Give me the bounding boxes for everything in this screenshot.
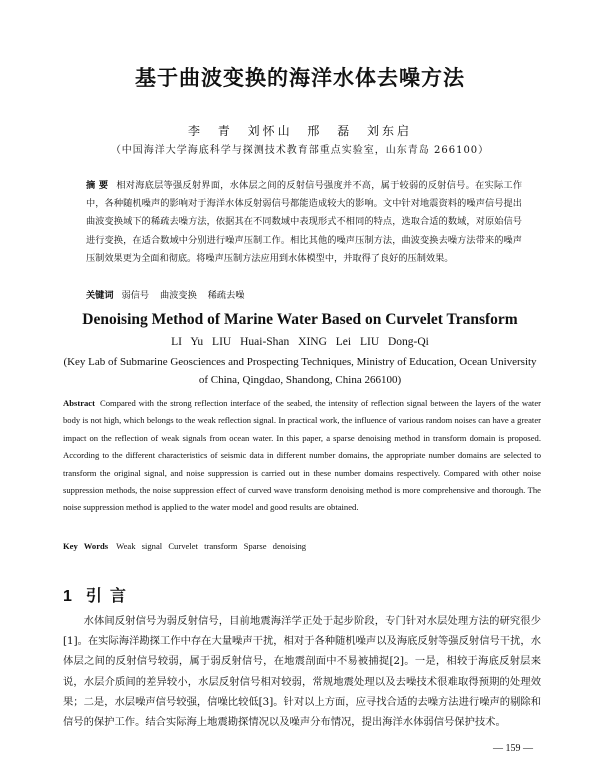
chinese-affiliation: （中国海洋大学海底科学与探测技术教育部重点实验室，山东青岛 266100）	[110, 145, 490, 156]
chinese-title: 基于曲波变换的海洋水体去噪方法	[135, 65, 465, 90]
chinese-abstract-label: 摘 要	[86, 180, 109, 191]
body-paragraph: 水体间反射信号为弱反射信号，目前地震海洋学正处于起步阶段，专门针对水层处理方法的研究很少[1]。在实际海洋勘探工作中存在大量噪声干扰，相对于各种随机噪声以及海底反射等强反射信号干扰，水体层之间的反射信号较弱，属于弱反射信号，在地震剖面中不易被捕捉[2]。一是，相较于海底反射层来说，水层介质间的差异较小，水层反射信号相对较弱，常规地震处理以及去噪技术很难取得预期的处理效果；二是，水层噪声信号较强，信噪比较低[3]。针对以上方面，应寻找合适的去噪方法进行噪声的剔除和信号的保护工作。结合实际海上地震勘探情况以及噪声分布情况，提出海洋水体弱信号保护技术。	[63, 615, 541, 729]
section-title: 引言	[85, 586, 134, 605]
section-number: 1	[63, 588, 72, 605]
chinese-keywords-label: 关键词	[86, 290, 114, 301]
english-keywords	[63, 541, 541, 551]
chinese-abstract	[86, 177, 522, 268]
english-authors: LI Yu LIU Huai-Shan XING Lei LIU Dong-Qi	[171, 336, 429, 348]
english-title: Denoising Method of Marine Water Based on Curvelet Transform	[82, 311, 518, 328]
english-affiliation: (Key Lab of Submarine Geosciences and Prospecting Techniques, Ministry of Education, Ocean University of China, Qingdao, Shandong, China 266100)	[63, 356, 537, 386]
english-abstract	[63, 395, 541, 517]
english-abstract-text: Compared with the strong reflection interface of the seabed, the intensity of reflection signal between the layers of the water body is not high, which belongs to the weak reflection signal. In practical work, the influence of various random noises can have a greater impact on the reflection of weak signals from ocean water. In this paper, a sparse denoising method in transform domain is proposed. According to the different characteristics of seismic data in different number domains, the appropriate number domains are selected to transform the original signal, and noise suppression is carried out in these number domains respectively. Compared with other noise suppression methods, the noise suppression effect of curved wave transform denoising method is more comprehensive and thorough. The noise suppression method is applied to the water model and good results are obtained.	[63, 398, 541, 513]
english-keywords-text: Weak signal Curvelet transform Sparse denoising	[116, 541, 307, 551]
chinese-keywords-text: 弱信号 曲波变换 稀疏去噪	[121, 290, 245, 301]
chinese-authors: 李 青 刘怀山 邢 磊 刘东启	[187, 124, 413, 138]
chinese-keywords	[86, 289, 522, 303]
page-number: — 159 —	[493, 743, 533, 754]
chinese-abstract-text: 相对海底层等强反射界面，水体层之间的反射信号强度并不高，属于较弱的反射信号。在实际工作中，各种随机噪声的影响对于海洋水体反射弱信号都能造成较大的影响。文中针对地震资料的噪声信号提出曲波变换域下的稀疏去噪方法，依据其在不同数域中表现形式不相同的特点，选取合适的数域，对原始信号进行变换，在适合数域中分别进行噪声压制工作。相比其他的噪声压制方法，曲波变换去噪方法带来的噪声压制效果更为全面和彻底。将噪声压制方法应用到水体模型中，并取得了良好的压制效果。	[86, 180, 523, 264]
english-abstract-label: Abstract	[63, 398, 95, 408]
section-heading	[63, 583, 134, 606]
english-keywords-label: Key Words	[63, 541, 109, 551]
